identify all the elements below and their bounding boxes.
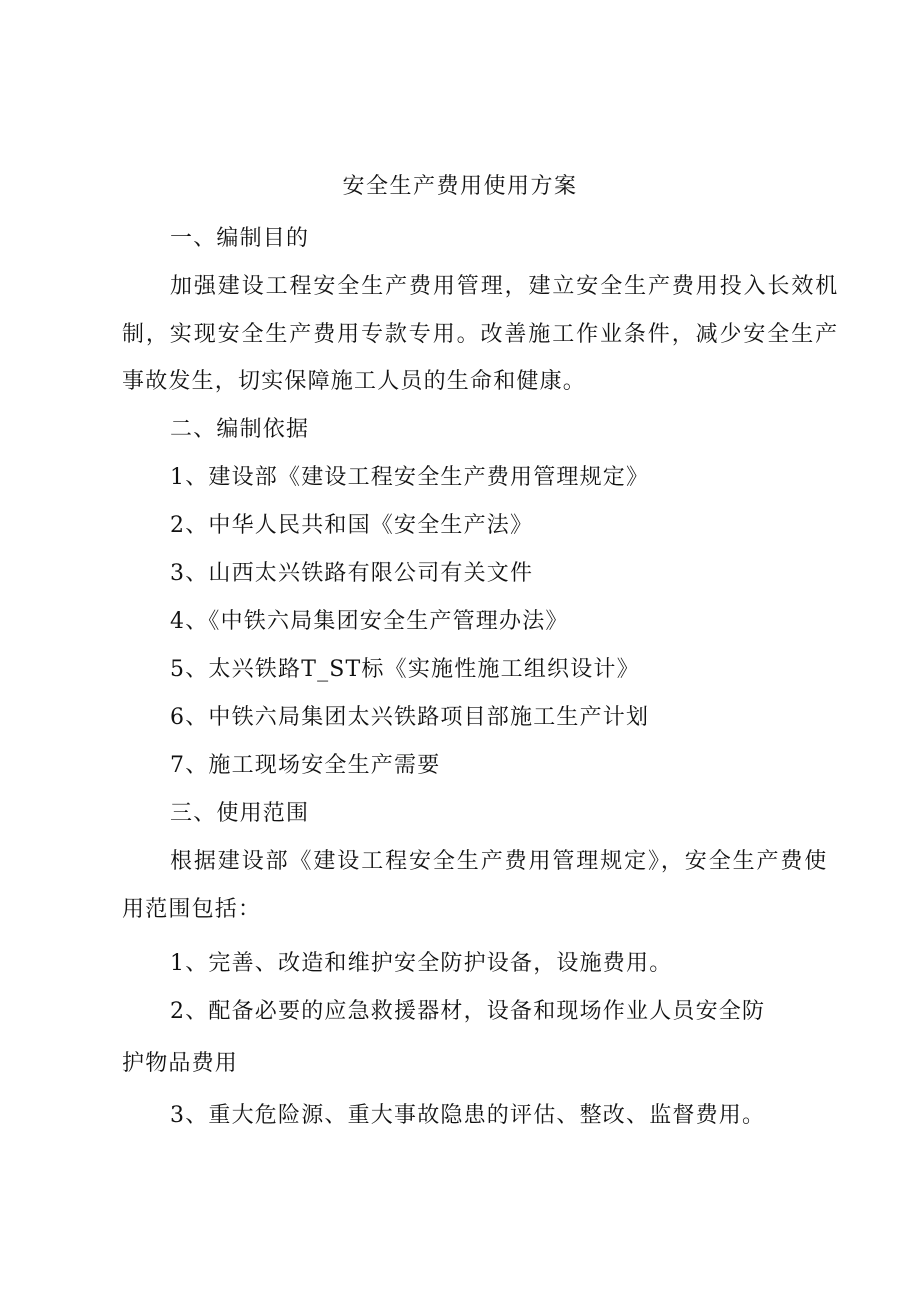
paragraph-line: 加强建设工程安全生产费用管理，建立安全生产费用投入长效机 bbox=[170, 274, 840, 299]
document-title: 安全生产费用使用方案 bbox=[342, 174, 578, 199]
list-item: 2、中华人民共和国《安全生产法》 bbox=[170, 513, 534, 538]
paragraph-line: 用范围包括： bbox=[122, 897, 262, 922]
section-heading-basis: 二、编制依据 bbox=[170, 417, 310, 442]
section-heading-purpose: 一、编制目的 bbox=[170, 226, 310, 251]
list-item: 3、山西太兴铁路有限公司有关文件 bbox=[170, 561, 534, 586]
paragraph-line: 事故发生，切实保障施工人员的生命和健康。 bbox=[122, 369, 587, 394]
list-item: 3、重大危险源、重大事故隐患的评估、整改、监督费用。 bbox=[170, 1103, 766, 1128]
list-item: 2、配备必要的应急救援器材，设备和现场作业人员安全防 bbox=[170, 999, 766, 1024]
list-item: 1、建设部《建设工程安全生产费用管理规定》 bbox=[170, 465, 650, 490]
section-heading-scope: 三、使用范围 bbox=[170, 801, 310, 826]
list-item-continuation: 护物品费用 bbox=[122, 1051, 239, 1076]
paragraph-line: 根据建设部《建设工程安全生产费用管理规定》，安全生产费使 bbox=[170, 849, 829, 874]
list-item: 6、中铁六局集团太兴铁路项目部施工生产计划 bbox=[170, 705, 650, 730]
list-item: 5、太兴铁路T_ST标《实施性施工组织设计》 bbox=[170, 657, 640, 682]
list-item: 7、施工现场安全生产需要 bbox=[170, 753, 441, 778]
paragraph-line: 制，实现安全生产费用专款专用。改善施工作业条件，减少安全生产 bbox=[122, 322, 840, 347]
list-item: 4、《中铁六局集团安全生产管理办法》 bbox=[170, 609, 569, 634]
list-item: 1、完善、改造和维护安全防护设备，设施费用。 bbox=[170, 951, 673, 976]
